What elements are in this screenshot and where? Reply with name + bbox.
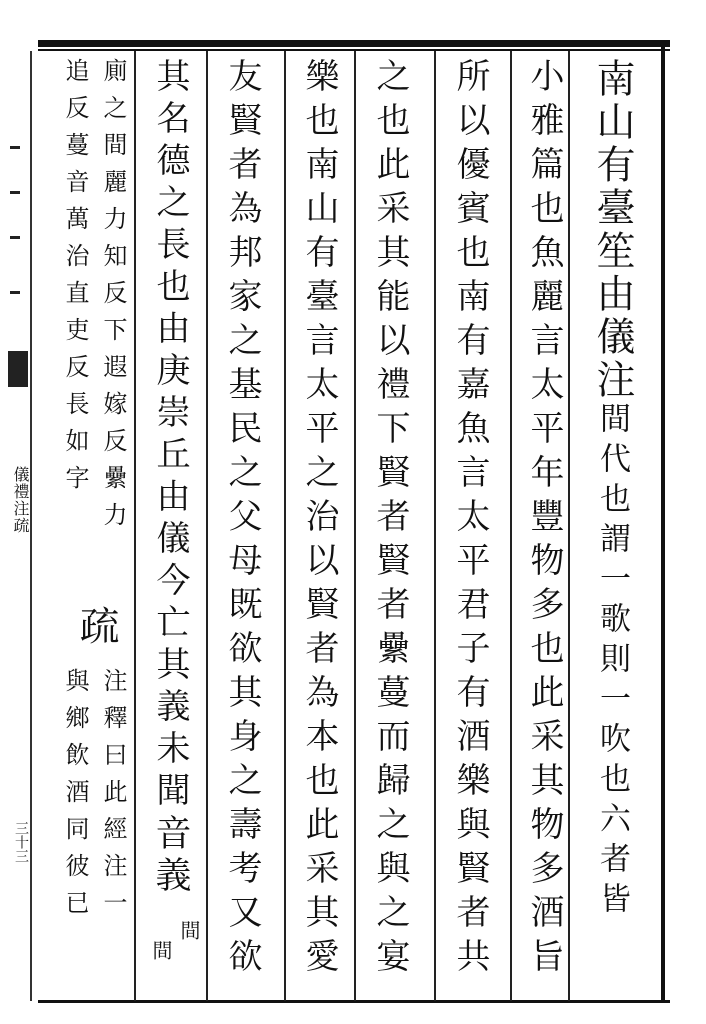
right-border	[661, 40, 665, 1002]
column-4: 之也此采其能以禮下賢者賢者纍蔓而歸之與之宴	[370, 58, 410, 982]
margin-mark-dot	[10, 291, 20, 294]
column-rule	[284, 51, 286, 1001]
column-rule	[568, 51, 570, 1001]
small-col-right-lower: 注釋曰此經注一	[99, 668, 127, 927]
section-heading: 南山有臺笙由儀注	[590, 58, 635, 402]
column-rule	[510, 51, 512, 1001]
margin-mark-dot	[10, 191, 20, 194]
margin-mark-dot	[10, 236, 20, 239]
column-7	[148, 58, 192, 988]
column-rule	[354, 51, 356, 1001]
margin-page-number: 三十三	[13, 821, 29, 863]
small-note-right: 間	[177, 920, 201, 942]
top-border-thick	[38, 40, 670, 47]
margin-book-title: 儀禮注疏	[11, 466, 30, 534]
column-rule	[434, 51, 436, 1001]
sound-note-marker: 音義	[150, 814, 191, 898]
column-1	[588, 58, 636, 998]
margin-edge-rule	[30, 51, 32, 1001]
commentary-note: 間代也謂一歌則一吹也六者皆	[594, 402, 630, 922]
small-note-left: 間	[149, 940, 173, 962]
commentary-marker: 疏	[73, 605, 119, 645]
fish-tail-mark	[8, 351, 28, 387]
margin-mark-dot	[10, 146, 20, 149]
column-5: 樂也南山有臺言太平之治以賢者為本也此采其愛	[299, 58, 339, 982]
column-rule	[134, 51, 136, 1001]
column-3: 所以優賓也南有嘉魚言太平君子有酒樂與賢者共	[450, 58, 490, 982]
column-rule	[206, 51, 208, 1001]
small-col-left-lower: 與鄉飲酒同彼已	[61, 668, 89, 927]
small-col-right: 廁之間麗力知反下遐嫁反纍力	[99, 58, 127, 539]
column-2: 小雅篇也魚麗言太平年豐物多也此采其物多酒旨	[524, 58, 564, 982]
small-col-left: 追反蔓音萬治直吏反長如字	[61, 58, 89, 502]
column-6: 友賢者為邦家之基民之父母既欲其身之壽考又欲	[222, 58, 262, 982]
main-text: 其名德之長也由庚崇丘由儀今亡其義未聞	[150, 58, 190, 814]
